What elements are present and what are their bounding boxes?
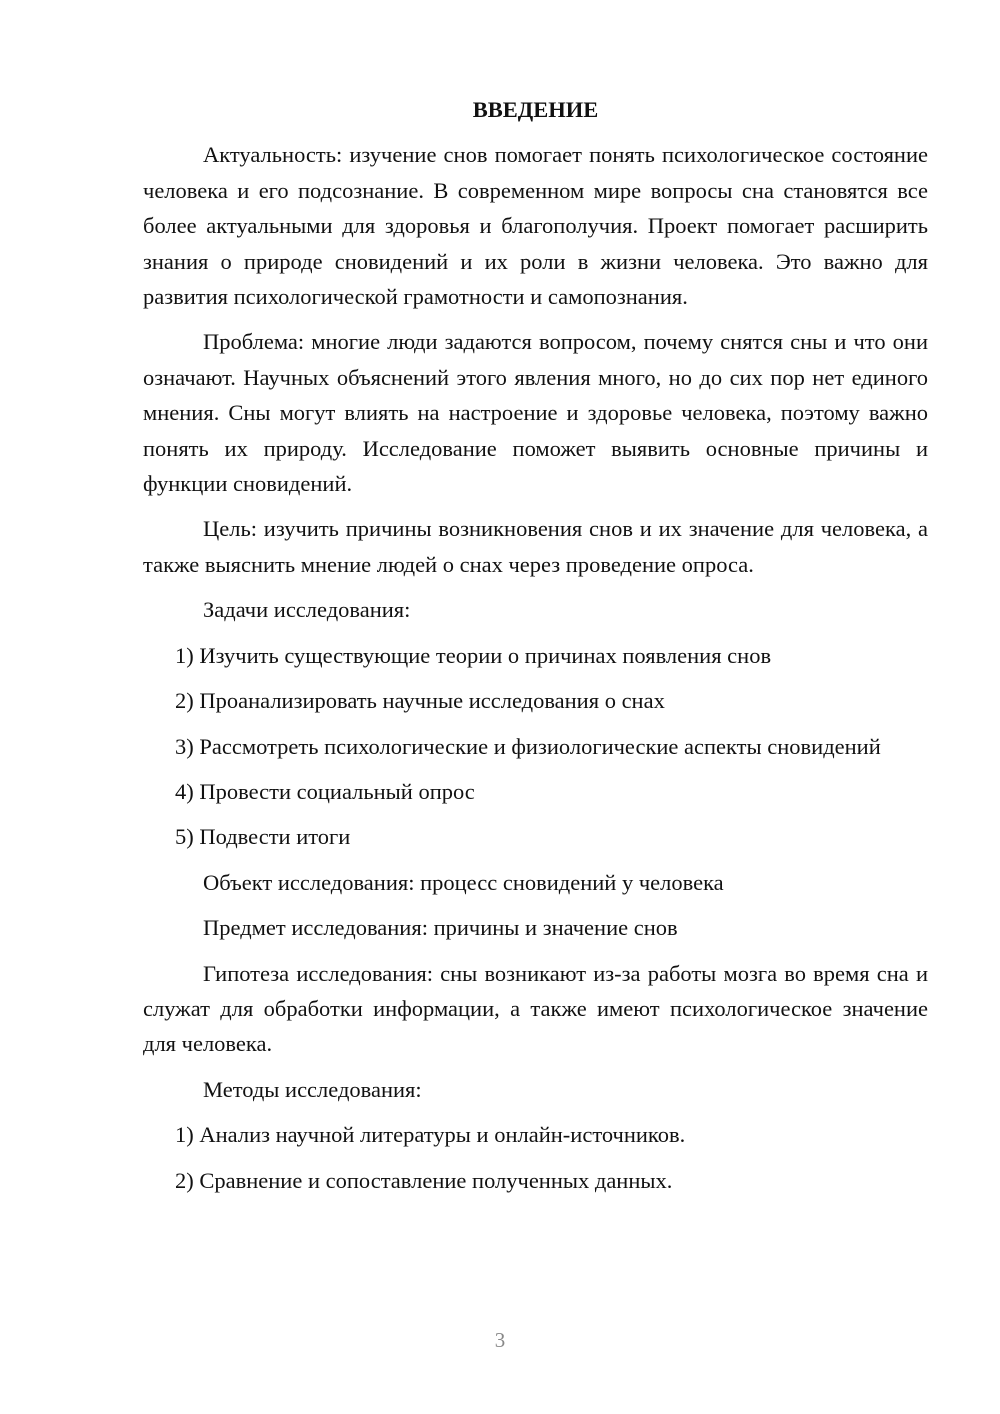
method-item: 2) Сравнение и сопоставление полученных данных. <box>175 1167 673 1193</box>
page-number: 3 <box>494 1328 506 1352</box>
tasks-heading: Задачи исследования: <box>203 597 411 623</box>
task-item: 2) Проанализировать научные исследования о снах <box>175 688 665 714</box>
task-item: 4) Провести социальный опрос <box>175 778 475 804</box>
section-title: ВВЕДЕНИЕ <box>472 97 599 122</box>
document-page <box>143 92 928 1208</box>
task-item: 1) Изучить существующие теории о причинах появления снов <box>175 642 772 668</box>
method-item: 1) Анализ научной литературы и онлайн-источников. <box>175 1122 686 1148</box>
relevance-paragraph: Актуальность: изучение снов помогает понять психологическое состояние человека и его подсознание. В современном мире вопросы сна становятся все более актуальными для здоровья и благополучия. Проект помогает расширить знания о природе сновидений и их роли в жизни человека. Это важно для развития психологической грамотности и самопознания. <box>143 142 928 310</box>
subject-paragraph: Предмет исследования: причины и значение снов <box>203 915 678 941</box>
hypothesis-paragraph: Гипотеза исследования: сны возникают из-за работы мозга во время сна и служат для обработки информации, а также имеют психологическое значение для человека. <box>143 960 928 1057</box>
methods-heading: Методы исследования: <box>203 1076 422 1102</box>
object-paragraph: Объект исследования: процесс сновидений у человека <box>203 869 724 895</box>
goal-paragraph: Цель: изучить причины возникновения снов и их значение для человека, а также выяснить мнение людей о снах через проведение опроса. <box>143 516 928 577</box>
task-item: 5) Подвести итоги <box>175 824 351 850</box>
task-item: 3) Рассмотреть психологические и физиологические аспекты сновидений <box>175 733 881 759</box>
problem-paragraph: Проблема: многие люди задаются вопросом, почему снятся сны и что они означают. Научных объяснений этого явления много, но до сих пор нет единого мнения. Сны могут влиять на настроение и здоровье человека, поэтому важно понять их природу. Исследование поможет выявить основные причины и функции сновидений. <box>143 329 928 497</box>
